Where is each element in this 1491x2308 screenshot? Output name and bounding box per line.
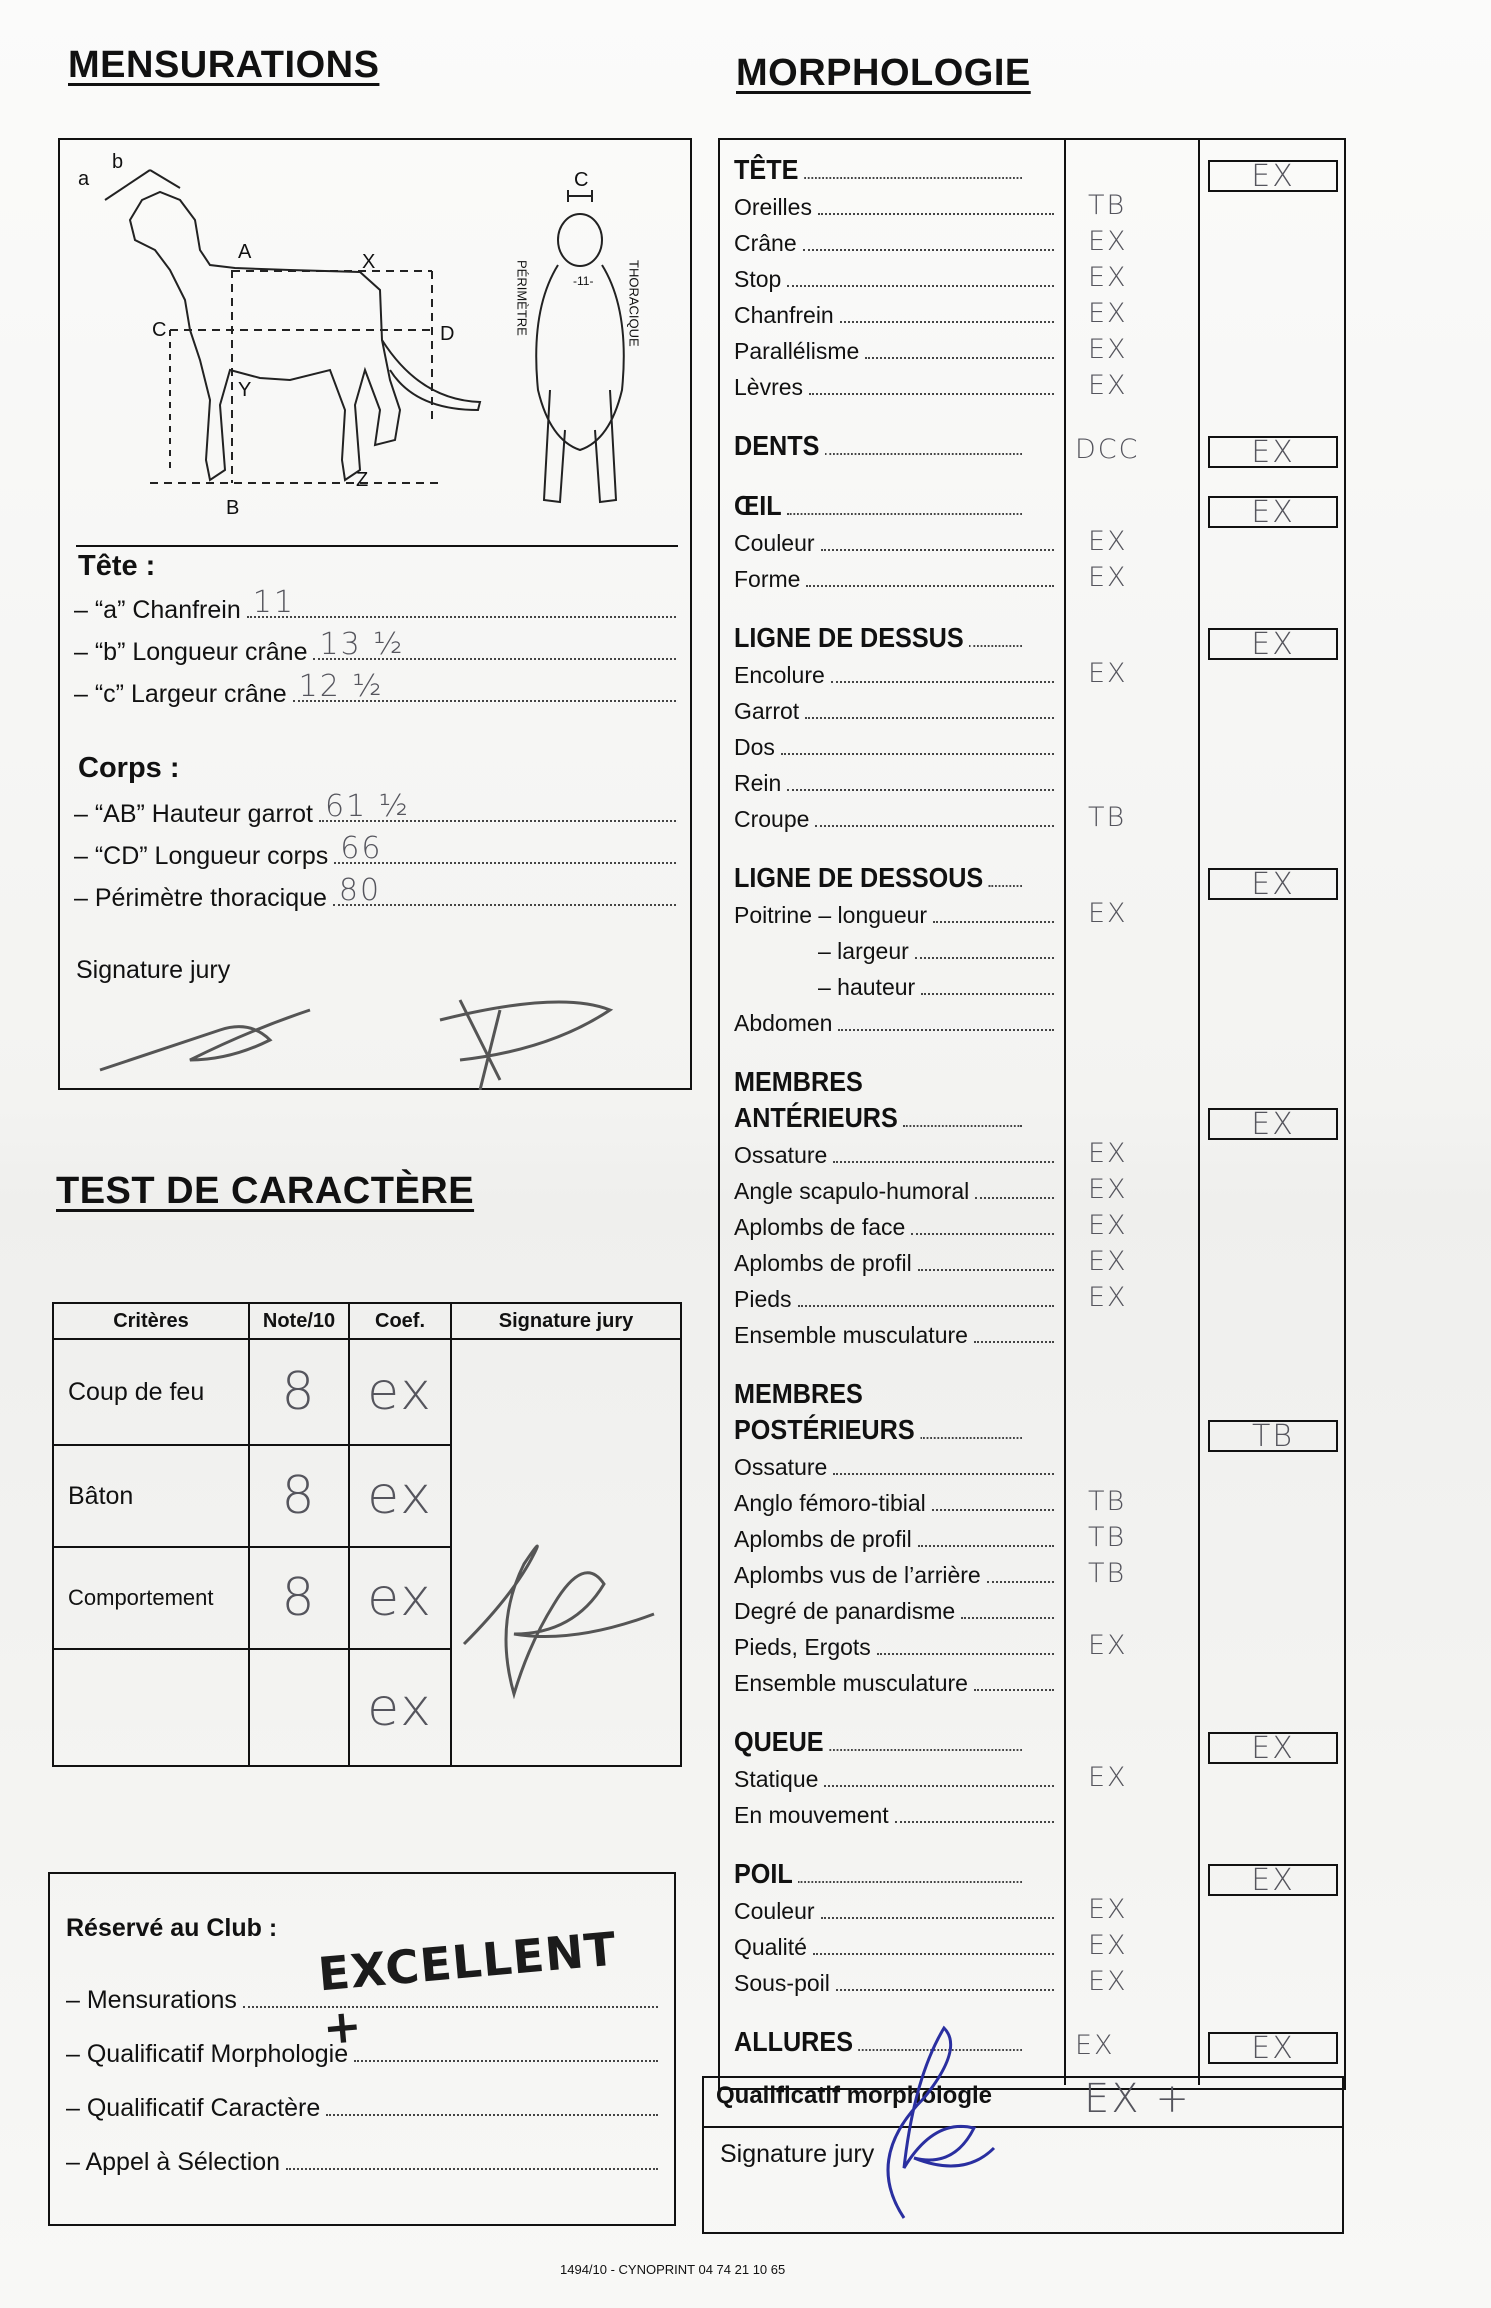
dotted-field [803,233,1054,251]
dotted-field [247,585,676,620]
morpho-item-note: EX [1088,298,1128,329]
row-label: – “b” Longueur crâne [74,638,308,666]
dotted-field [833,1457,1054,1475]
tete-row-largeur-crane [74,669,676,709]
morpho-item-label: Sous-poil [734,1970,830,1996]
morpho-item [734,734,1054,761]
morpho-item-label: Stop [734,266,782,292]
club-row-selection [66,2148,658,2177]
dotted-field [961,1601,1054,1619]
dotted-field [911,1217,1054,1235]
header-criteres: Critères [54,1304,250,1340]
morpho-item-note: EX [1088,1894,1128,1925]
row-label: – “a” Chanfrein [74,596,241,624]
morpho-item [734,1970,1054,1997]
label-perimetre: PÉRIMÈTRE [514,260,530,336]
row-coef: ex [350,1650,452,1765]
morpho-item [734,194,1054,221]
header-coef: Coef. [350,1304,452,1340]
group-title-text: ALLURES [734,2026,854,2057]
morpho-item-note: EX [1088,1282,1128,1313]
morpho-item [734,1490,1054,1517]
morpho-item-label: Garrot [734,698,800,724]
label-Y: Y [238,379,252,401]
morpho-item-label: Qualité [734,1934,807,1960]
dotted-field [921,977,1054,995]
dotted-field [865,341,1054,359]
morpho-item-note: EX [1088,562,1128,593]
dotted-field [821,1901,1054,1919]
column-divider [1064,140,1066,2085]
dotted-field [975,1181,1054,1199]
dotted-field [319,789,676,824]
group-title [734,430,1022,462]
dotted-field [987,1565,1054,1583]
group-title-text: LIGNE DE DESSUS [734,622,964,653]
group-title-text: POSTÉRIEURS [734,1414,915,1445]
row-coef: ex [350,1548,452,1650]
morpho-item [734,266,1054,293]
header-note: Note/10 [250,1304,350,1340]
dotted-field [969,629,1022,647]
dotted-field [918,1529,1054,1547]
morpho-item [734,1598,1054,1625]
dotted-field [787,773,1054,791]
group-note: EX [1075,2030,1115,2061]
group-score-box: EX [1208,436,1338,468]
label-A: A [238,241,252,263]
group-title [734,1066,1022,1098]
morpho-item-label: Lèvres [734,374,804,400]
morpho-item [734,698,1054,725]
label-B: B [226,497,240,519]
qualificatif-label: Qualificatif morphologie [716,2082,993,2109]
row-label: – “c” Largeur crâne [74,680,287,708]
morpho-item-note: EX [1088,898,1128,929]
dotted-field [286,2148,658,2170]
dotted-field [829,1733,1022,1751]
morpho-item [734,974,1054,1001]
signature-jury-label: Signature jury [76,956,231,984]
row-critere: Bâton [54,1446,250,1548]
morpho-item [734,338,1054,365]
group-score-box: EX [1208,868,1338,900]
dotted-field [821,533,1054,551]
morpho-item-note: EX [1088,334,1128,365]
morpho-item-label: Aplombs vus de l’arrière [734,1562,981,1588]
morpho-item [734,806,1054,833]
morpho-item [734,1250,1054,1277]
morpho-item-label: Couleur [734,530,815,556]
morpho-item-note: TB [1088,802,1127,833]
group-score-box: EX [1208,496,1338,528]
dotted-field [326,2094,658,2116]
group-title [734,1858,1022,1890]
handwritten-value: 11 [252,585,295,620]
dotted-field [915,941,1054,959]
print-footer: 1494/10 - CYNOPRINT 04 74 21 10 65 [560,2262,786,2277]
group-title [734,154,1022,186]
morpho-item [734,374,1054,401]
morpho-item-label: Ensemble musculature [734,1670,968,1696]
handwritten-value: 13 ½ [319,627,405,662]
group-title-text: ANTÉRIEURS [734,1102,898,1133]
morpho-item-label: Aplombs de profil [734,1526,912,1552]
morpho-item-note: EX [1088,226,1128,257]
club-heading: Réservé au Club : [66,1914,278,1942]
morpho-item-label: Pieds [734,1286,792,1312]
dotted-field [824,1769,1054,1787]
morpho-item [734,566,1054,593]
dotted-field [334,831,676,866]
morpho-item-label: Croupe [734,806,810,832]
morpho-item-label: Statique [734,1766,819,1792]
header-signature: Signature jury [452,1304,680,1340]
dotted-field [798,1289,1054,1307]
group-title-text: DENTS [734,430,820,461]
morpho-item-note: TB [1088,1558,1127,1589]
morpho-item-label: Ossature [734,1454,828,1480]
group-title [734,1726,1022,1758]
row-coef: ex [350,1340,452,1446]
club-row-caractere [66,2094,658,2123]
dotted-field [798,1865,1022,1883]
group-title [734,622,1022,654]
label-D: D [440,323,455,345]
dotted-field [833,1145,1054,1163]
corps-row-hauteur-garrot [74,789,676,829]
column-divider [1198,140,1200,2085]
signature-scribble [454,1524,680,1724]
row-label: – Périmètre thoracique [74,884,327,912]
morpho-item-note: EX [1088,262,1128,293]
morpho-item [734,1634,1054,1661]
dotted-field [805,701,1054,719]
dotted-field [933,905,1054,923]
morpho-item-label: Encolure [734,662,825,688]
morpho-item [734,1526,1054,1553]
label-C-top: C [574,169,589,191]
morpho-item [734,530,1054,557]
label-C: C [152,319,167,341]
morpho-item [734,770,1054,797]
dotted-field [989,869,1022,887]
row-label: – Qualificatif Caractère [66,2094,321,2122]
dotted-field [818,197,1054,215]
group-title [734,1378,1022,1410]
dotted-field [840,305,1054,323]
morpho-item [734,1142,1054,1169]
label-b: b [112,151,124,173]
morpho-item-label: Dos [734,734,775,760]
dotted-field [787,497,1022,515]
excellent-stamp: EXCELLENT + [315,1921,619,2056]
label-a: a [78,168,90,190]
morpho-item-label: Ossature [734,1142,828,1168]
signature-scribble-blue [844,2018,1044,2238]
morpho-item-label: – hauteur [818,974,916,1000]
morpho-item [734,1670,1054,1697]
morpho-item-note: EX [1088,370,1128,401]
morpho-item-label: Couleur [734,1898,815,1924]
morpho-item [734,230,1054,257]
group-score-box: EX [1208,628,1338,660]
dotted-field [815,809,1054,827]
tete-heading: Tête : [78,550,156,582]
morpho-item-label: Abdomen [734,1010,833,1036]
dotted-field [831,665,1054,683]
morpho-item-label: Oreilles [734,194,812,220]
morpho-item-note: TB [1088,1522,1127,1553]
morpho-item-label: Pieds, Ergots [734,1634,871,1660]
dotted-field [787,269,1054,287]
row-label: – “AB” Hauteur garrot [74,800,313,828]
dotted-field [781,737,1054,755]
morpho-item [734,1898,1054,1925]
morpho-item [734,1562,1054,1589]
row-critere [54,1650,250,1765]
morpho-item-note: EX [1088,1210,1128,1241]
morpho-item [734,938,1054,965]
dotted-field [825,437,1022,455]
morpho-item-label: Angle scapulo-humoral [734,1178,970,1204]
morphologie-panel [718,138,1346,2090]
dotted-field [895,1805,1054,1823]
label-thoracique: THORACIQUE [626,260,642,347]
morpho-item [734,1454,1054,1481]
morpho-item-note: TB [1088,190,1127,221]
row-note: 8 [250,1548,350,1650]
row-label: – Qualificatif Morphologie [66,2040,349,2068]
group-title [734,1414,1022,1446]
dotted-field [877,1637,1054,1655]
row-note: 8 [250,1446,350,1548]
dotted-field [918,1253,1054,1271]
morpho-item-note: EX [1088,1138,1128,1169]
group-title-text: ŒIL [734,490,782,521]
group-title-text: POIL [734,1858,793,1889]
morpho-item-label: Rein [734,770,782,796]
group-score-box: EX [1208,160,1338,192]
dotted-field [809,377,1054,395]
signature-scribble [80,990,680,1090]
label-Z: Z [356,469,369,491]
mensurations-box [58,138,692,1090]
morpho-item-note: TB [1088,1486,1127,1517]
group-title-text: MEMBRES [734,1378,863,1409]
morpho-item-label: Chanfrein [734,302,834,328]
dotted-field [974,1325,1054,1343]
label-X: X [362,251,376,273]
morpho-item-note: EX [1088,1966,1128,1997]
dotted-field [836,1973,1054,1991]
dotted-field [932,1493,1054,1511]
handwritten-value: 80 [338,873,382,908]
morpho-item-note: EX [1088,1246,1128,1277]
dotted-field [313,627,676,662]
section-title-test-caractere: TEST DE CARACTÈRE [56,1170,475,1212]
morpho-item [734,302,1054,329]
row-note: 8 [250,1340,350,1446]
section-title-morphologie: MORPHOLOGIE [736,52,1031,94]
morpho-item-note: EX [1088,658,1128,689]
dotted-field [293,669,676,704]
dotted-field [838,1013,1054,1031]
club-box [48,1872,676,2226]
row-critere: Comportement [54,1548,250,1650]
row-critere: Coup de feu [54,1340,250,1446]
group-title-text: TÊTE [734,154,799,185]
corps-row-perimetre [74,873,676,913]
dotted-field [920,1421,1022,1439]
divider [76,545,678,547]
group-title-text: LIGNE DE DESSOUS [734,862,984,893]
group-score-box: EX [1208,1864,1338,1896]
group-title-text: MEMBRES [734,1066,863,1097]
label-eleven: -11- [573,274,594,288]
morpho-item-note: EX [1088,1930,1128,1961]
morpho-item-label: En mouvement [734,1802,889,1828]
morpho-item [734,1934,1054,1961]
morpho-item-note: EX [1088,1174,1128,1205]
dotted-field [804,161,1022,179]
handwritten-value: 61 ½ [325,789,410,824]
dotted-field [903,1109,1022,1127]
qualificatif-box [702,2076,1344,2234]
morpho-item-label: Parallélisme [734,338,860,364]
corps-heading: Corps : [78,752,180,784]
group-title [734,862,1022,894]
morpho-item [734,1178,1054,1205]
dotted-field [974,1673,1054,1691]
group-score-box: EX [1208,2032,1338,2064]
group-note: DCC [1075,434,1140,465]
row-label: – “CD” Longueur corps [74,842,329,870]
signature-jury-label: Signature jury [720,2140,875,2168]
morpho-item [734,902,1054,929]
morpho-item [734,1802,1054,1829]
morpho-item-note: EX [1088,526,1128,557]
row-note [250,1650,350,1765]
morpho-item [734,1286,1054,1313]
morpho-item-label: Anglo fémoro-tibial [734,1490,926,1516]
qualificatif-value: EX + [1084,2076,1191,2122]
corps-row-longueur-corps [74,831,676,871]
morpho-item-note: EX [1088,1762,1128,1793]
row-coef: ex [350,1446,452,1548]
morpho-item [734,1010,1054,1037]
row-label: – Mensurations [66,1986,237,2014]
section-title-mensurations: MENSURATIONS [68,44,380,86]
handwritten-value: 12 ½ [298,669,384,704]
tete-row-chanfrein [74,585,676,625]
morpho-item-label: Degré de panardisme [734,1598,956,1624]
morpho-item [734,1766,1054,1793]
morpho-item-label: Forme [734,566,801,592]
morpho-item [734,662,1054,689]
morpho-item-label: – largeur [818,938,909,964]
dog-measurement-diagram [60,140,690,542]
dotted-field [333,873,676,908]
morpho-item-label: Aplombs de profil [734,1250,912,1276]
group-title [734,1102,1022,1134]
morpho-item-label: Poitrine – longueur [734,902,928,928]
group-title-text: QUEUE [734,1726,824,1757]
handwritten-value: 66 [340,831,383,866]
morpho-item-label: Ensemble musculature [734,1322,968,1348]
dotted-field [813,1937,1054,1955]
morpho-item [734,1322,1054,1349]
row-label: – Appel à Sélection [66,2148,281,2176]
morpho-item [734,1214,1054,1241]
group-score-box: TB [1208,1420,1338,1452]
morpho-item-note: EX [1088,1630,1128,1661]
morpho-item-label: Aplombs de face [734,1214,906,1240]
tete-row-longueur-crane [74,627,676,667]
group-score-box: EX [1208,1108,1338,1140]
test-caractere-table [52,1302,682,1767]
group-score-box: EX [1208,1732,1338,1764]
dotted-field [806,569,1054,587]
group-title [734,490,1022,522]
morpho-item-label: Crâne [734,230,797,256]
